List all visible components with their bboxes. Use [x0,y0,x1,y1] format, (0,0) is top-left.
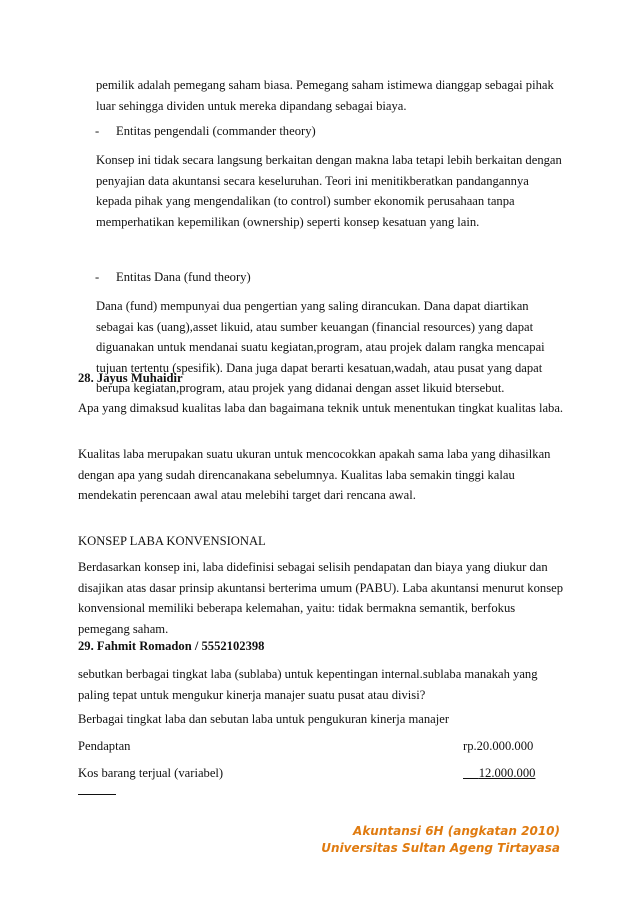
commander-paragraph: Konsep ini tidak secara langsung berkaitan dengan makna laba tetapi lebih berkaitan dengan penyajian data akuntansi secara keseluruhan. Teori ini menitikberatkan pandangannya kepada pihak yang mengendalikan (to control) sumber ekonomik perusahaan tanpa memperhatikan kepemilikan (ownership) seperti konsep kesatuan yang lain. [96,153,562,229]
q28-question: Apa yang dimaksud kualitas laba dan bagaimana teknik untuk menentukan tingkat kualitas laba. [78,401,564,415]
q28-heading: 28. Jayus Muhaidir [78,371,183,385]
bullet-dash: - [95,124,100,138]
footer-line-1: Akuntansi 6H (angkatan 2010) [353,824,560,838]
underline-rule [78,794,116,795]
row-label: Kos barang terjual (variabel) [78,766,224,780]
q28-answer: Kualitas laba merupakan suatu ukuran untuk mencocokkan apakah sama laba yang dihasilkan dengan apa yang sudah direncanakana sebelumnya. Kualitas laba semakin tinggi kalau mendekatin perencaan awal atau melebihi target dari rencana awal. [78,447,551,503]
fund-paragraph: Dana (fund) mempunyai dua pengertian yang saling dirancukan. Dana dapat diartikan sebagai kas (uang),asset likuid, atau sumber keuangan (financial resources) yang dapat diguanakan untuk mendanai suatu kegiatan,program, atau projek dalam rangka mencapai tujuan tertentu (spesifik). Dana juga dapat berarti kesatuan,wadah, atau pusat yang dapat berupa kegiatan,program, atau projek yang didanai dengan asset likuid btersebut. [96,299,545,396]
footer-line-2: Universitas Sultan Ageng Tirtayasa [321,841,560,855]
q29-heading: 29. Fahmit Romadon / 5552102398 [78,639,265,653]
row-label: Pendaptan [78,739,131,753]
concept-paragraph: Berdasarkan konsep ini, laba didefinisi sebagai selisih pendapatan dan biaya yang diukur dan disajikan atas dasar prinsip akuntansi berterima umum (PABU). Laba akuntansi menurut konsep konvensional memiliki beberapa kelemahan, yaitu: tidak bermakna semantik, berfokus pemegang saham. [78,560,563,636]
footer-stamp [321,823,560,857]
row-amount: 12.000.000 [478,766,536,780]
income-row [78,736,566,756]
q29-question: sebutkan berbagai tingkat laba (sublaba) untuk kepentingan internal.sublaba manakah yang paling tepat untuk mengukur kinerja manajer suatu pusat atau divisi? [78,667,538,702]
row-amount: rp.20.000.000 [463,739,534,753]
fund-title: Entitas Dana (fund theory) [116,270,251,284]
concept-title: KONSEP LABA KONVENSIONAL [78,534,266,548]
cogs-row [78,763,566,783]
commander-title: Entitas pengendali (commander theory) [116,124,316,138]
intro-paragraph: pemilik adalah pemegang saham biasa. Pemegang saham istimewa dianggap sebagai pihak luar sehingga dividen untuk mereka dipandang sebagai biaya. [96,78,554,113]
bullet-dash: - [95,270,100,284]
q29-answer-intro: Berbagai tingkat laba dan sebutan laba untuk pengukuran kinerja manajer [78,712,450,726]
commander-bullet [95,121,316,141]
fund-bullet [95,267,251,287]
